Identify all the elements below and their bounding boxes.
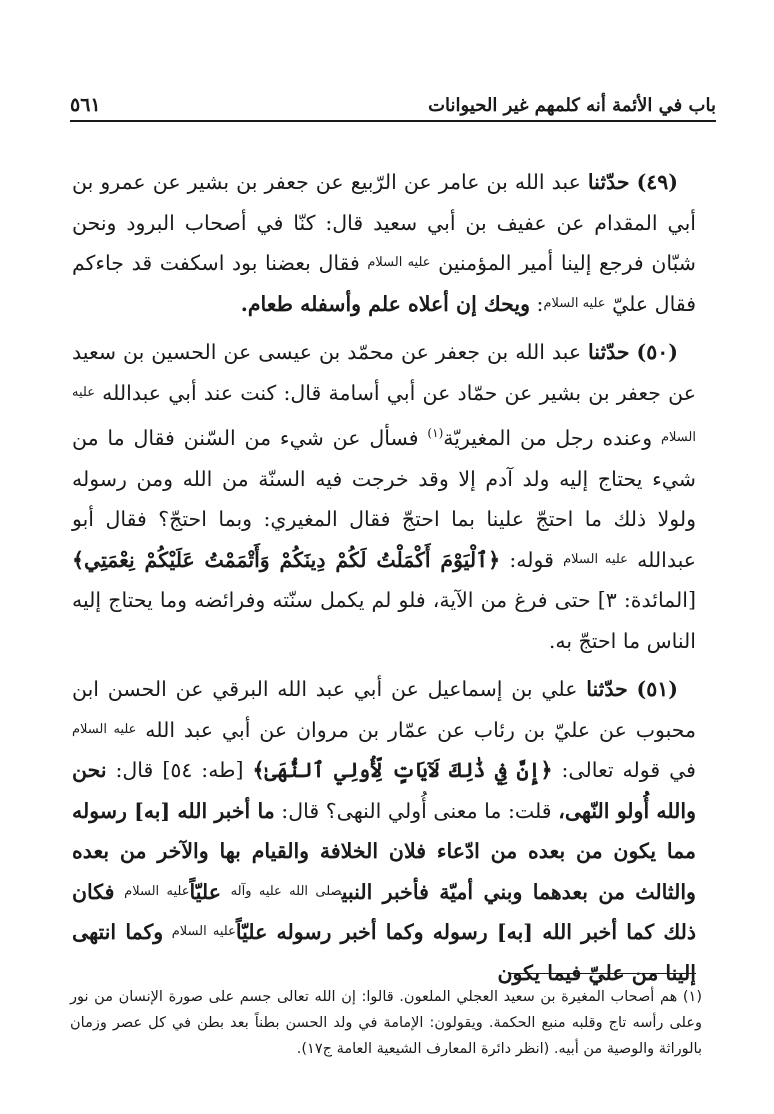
hadith-bold-text: فكان ذلك كما أخبر الله [به] رسوله وكما أخبر رسوله عليّاً [72, 879, 696, 944]
honorific-symbol: عليه السلام [72, 721, 137, 737]
hadith-text: عبد الله بن جعفر عن محمّد بن عيسى عن الحسين بن سعيد عن جعفر بن بشير عن حمّاد عن أبي أسامة قال: كنت عند أبي عبدالله [72, 340, 696, 405]
verse-reference: [المائدة: ٣] [597, 588, 696, 612]
footnote-marker: (١) [427, 426, 444, 440]
hadith-text: علي بن إسماعيل عن أبي عبد الله البرقي عن الحسن ابن محبوب عن عليّ بن رئاب عن عمّار بن مروان عن أبي عبد الله [72, 677, 696, 742]
hadith-text: قوله: [509, 547, 554, 572]
verse-reference: [طه: ٥٤] [162, 758, 244, 782]
hadith-number: (٥١) [636, 677, 678, 701]
hadith-number: (٥٠) [636, 340, 678, 364]
hadith-50 [72, 332, 696, 661]
footnote-divider [508, 973, 696, 974]
hadith-text: وعنده رجل من المغيريّة [443, 426, 653, 450]
running-header [70, 82, 716, 122]
honorific-symbol: عليه السلام [171, 924, 236, 939]
hadith-bold-text: وكما انتهى إلينا من عليّ فيما يكون [72, 920, 696, 985]
page-number: ٥٦١ [70, 94, 101, 116]
footnote: (١) هم أصحاب المغيرة بن سعيد العجلي الملعون. قالوا: إن الله تعالى جسم على صورة الإنسان من نور وعلى رأسه تاج وقلبه منبع الحكمة. ويقولون: الإمامة في ولد الحسن بطناً بعد بطن في كل عصر وزمان بالوراثة والوصية من أبيه. (انظر دائرة المعارف الشيعية العامة ج١٧). [70, 989, 702, 1057]
honorific-symbol: عليه السلام [367, 255, 431, 270]
quran-verse: ﴿ٱلْيَوْمَ أَكْمَلْتُ لَكُمْ دِينَكُمْ وَأَتْمَمْتُ عَلَيْكُمْ نِعْمَتِي﴾ [72, 547, 501, 572]
hadith-49 [72, 162, 696, 324]
main-text [72, 162, 696, 1001]
hadith-text: فسأل عن شيء من السّنن فقال ما من شيء يحتاج إليه ولد آدم إلا وقد خرجت فيه السنّة من الله ومن رسوله ولولا ذلك ما احتجّ علينا بما احتجّ فقال المغيري: وبما احتجّ؟ فقال أبو عبدالله [72, 426, 696, 572]
haddathana-word: حدّثنا [587, 170, 630, 194]
honorific-symbol: عليه السلام [543, 295, 606, 311]
honorific-symbol: عليه السلام [563, 551, 628, 567]
honorific-prophet-symbol: صلى الله عليه وآله [230, 883, 342, 899]
hadith-number: (٤٩) [636, 170, 678, 194]
quran-verse: ﴿إِنَّ فِي ذَٰلِكَ لَآيَاتٍ لِّأُولِي ٱلنُّهَىٰ﴾ [252, 758, 553, 782]
hadith-bold-text: ويحك إن أعلاه علم وأسفله طعام. [240, 291, 531, 316]
hadith-bold-text: ما أخبر الله [به] رسوله مما يكون من بعده من ادّعاء فلان الخلافة والقيام بها والآخر من بعده والثالث من بعدهما وبني أميّة فأخبر النبي [72, 798, 696, 904]
hadith-bold-text: نحن والله أُولو النّهى، [72, 758, 696, 823]
hadith-bold-text: عليّاً [189, 879, 221, 904]
hadith-text: في قوله تعالى: [561, 758, 696, 782]
honorific-symbol: عليه السلام [72, 384, 696, 445]
hadith-text: قلت: ما معنى أُولي النهى؟ قال: [281, 798, 552, 823]
hadith-text: قال: [115, 758, 154, 782]
hadith-text: فقال بعضنا بود اسكفت قد جاءكم فقال عليّ [72, 251, 696, 316]
hadith-51 [72, 669, 696, 993]
haddathana-word: حدّثنا [586, 677, 628, 701]
chapter-title: باب في الأئمة أنه كلمهم غير الحيوانات [428, 95, 716, 116]
hadith-text: حتى فرغ من الآية، فلو لم يكمل سنّته وفرائضه وما يحتاج إليه الناس ما احتجّ به. [72, 588, 696, 653]
haddathana-word: حدّثنا [588, 340, 630, 364]
colon: : [536, 291, 544, 316]
honorific-symbol: عليه السلام [124, 883, 190, 899]
hadith-text: عبد الله بن عامر عن الرّبيع عن جعفر بن بشير عن عمرو بن أبي المقدام عن عفيف بن أبي سعيد قال: كنّا في أصحاب البرود ونحن شبّان فرجع إلينا أمير المؤمنين [72, 170, 696, 275]
